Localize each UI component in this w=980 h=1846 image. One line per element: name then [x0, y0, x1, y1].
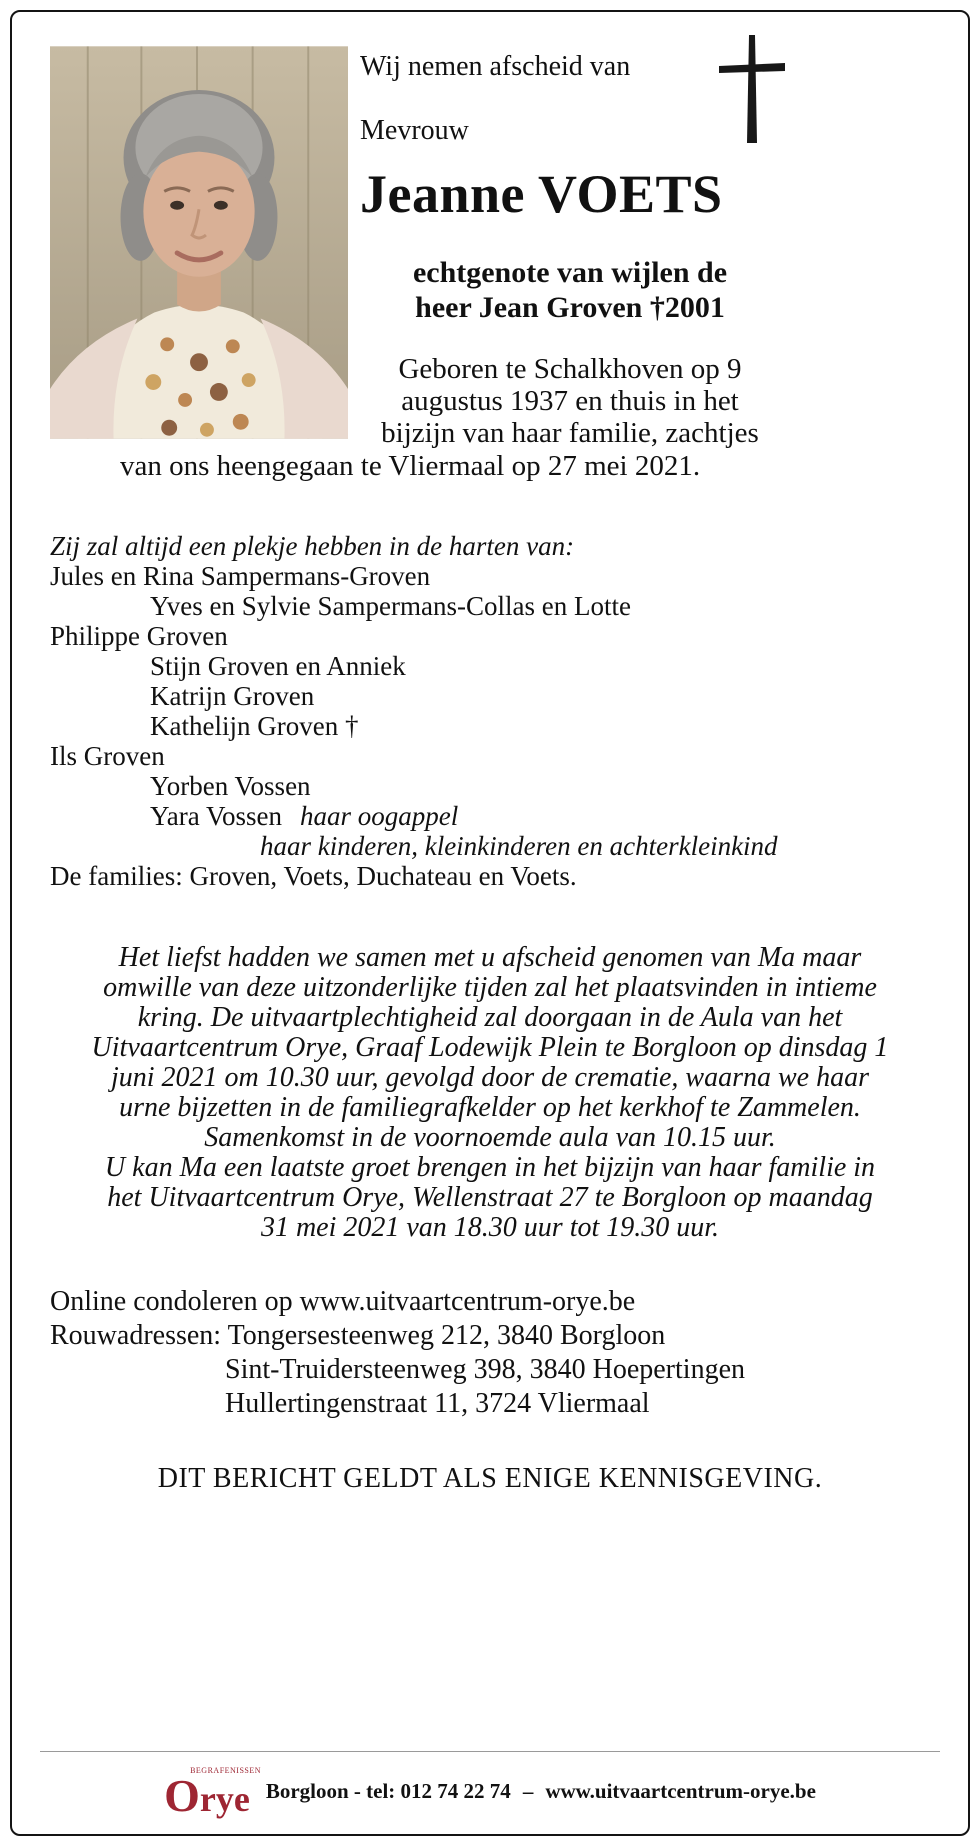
footer-row: [50, 1752, 930, 1822]
life-line: bijzijn van haar familie, zachtjes: [381, 416, 759, 449]
portrait-photo: [50, 45, 348, 440]
life-line: van ons heengegaan te Vliermaal op 27 mei 2021.: [120, 450, 701, 483]
condolence-address-line: Sint-Truidersteenweg 398, 3840 Hoepertingen: [225, 1354, 745, 1385]
condolence-section: [50, 1285, 930, 1421]
logo-label: BEGRAFENISSEN: [190, 1766, 262, 1776]
condolence-address-line: Hullertingenstraat 11, 3724 Vliermaal: [225, 1388, 650, 1419]
family-line-text: Yara Vossen: [150, 801, 283, 831]
deceased-name: Jeanne VOETS: [360, 164, 723, 224]
intro-line: Wij nemen afscheid van: [360, 51, 631, 82]
condolence-online-line: Online condoleren op www.uitvaartcentrum-orye.be: [50, 1286, 636, 1317]
family-line: Yves en Sylvie Sampermans-Collas en Lotte: [150, 591, 631, 621]
family-line: Philippe Groven: [50, 621, 228, 651]
spouse-line-1: echtgenote van wijlen de: [412, 256, 728, 289]
spouse-line-2: heer Jean Groven †2001: [415, 291, 725, 325]
family-section: [50, 531, 930, 891]
footer-contact-phone: Borgloon - tel: 012 74 22 74: [265, 1778, 511, 1803]
ceremony-paragraph: Het liefst hadden we samen met u afscheid genomen van Ma maar omwille van deze uitzonderlijke tijden zal het plaatsvinden in intieme kring. De uitvaartplechtigheid zal doorgaan in de Aula van het Uitvaartcentrum Orye, Graaf Lodewijk Plein te Borgloon op dinsdag 1 juni 2021 om 10.30 uur, gevolgd door de crematie, waarna we haar urne bijzetten in de familiegrafkelder op het kerkhof te Zammelen.: [91, 942, 889, 1123]
family-line: Jules en Rina Sampermans-Groven: [50, 561, 431, 591]
family-line: Ils Groven: [50, 741, 165, 771]
family-line-note: haar oogappel: [300, 801, 459, 831]
family-line: [150, 801, 930, 831]
page-content: [12, 12, 968, 1834]
notice-line: DIT BERICHT GELDT ALS ENIGE KENNISGEVING.: [157, 1463, 823, 1494]
family-line: Katrijn Groven: [150, 681, 315, 711]
family-intro: Zij zal altijd een plekje hebben in de harten van:: [50, 531, 575, 561]
portrait-illustration: [50, 45, 348, 440]
salutation: Mevrouw: [360, 115, 469, 146]
spouse-block: [360, 255, 930, 326]
footer-contact-separator: –: [522, 1778, 534, 1803]
logo-name: Orye: [164, 1770, 250, 1822]
footer-contact-website: www.uitvaartcentrum-orye.be: [545, 1778, 816, 1803]
life-line: Geboren te Schalkhoven op 9: [398, 352, 742, 385]
family-line: haar kinderen, kleinkinderen en achterkleinkind: [260, 831, 778, 861]
top-section: [50, 45, 930, 507]
condolence-address-line: Rouwadressen: Tongersesteenweg 212, 3840 Borgloon: [50, 1320, 666, 1351]
ceremony-paragraph: U kan Ma een laatste groet brengen in het bijzijn van haar familie in het Uitvaartcentrum Orye, Wellenstraat 27 te Borgloon op maandag 31 mei 2021 van 18.30 uur tot 19.30 uur.: [104, 1152, 876, 1243]
family-line: De families: Groven, Voets, Duchateau en Voets.: [50, 861, 577, 891]
footer-section: [50, 1751, 930, 1822]
ceremony-section: [50, 943, 930, 1243]
memorial-cross-icon: [716, 35, 788, 150]
ceremony-paragraph: Samenkomst in de voornoemde aula van 10.15 uur.: [204, 1122, 776, 1153]
funeral-home-logo: [164, 1764, 262, 1822]
family-line: Stijn Groven en Anniek: [150, 651, 406, 681]
family-line: Kathelijn Groven †: [150, 711, 359, 741]
footer-contact: [266, 1779, 816, 1804]
life-line: augustus 1937 en thuis in het: [401, 384, 739, 417]
family-line: Yorben Vossen: [150, 771, 311, 801]
